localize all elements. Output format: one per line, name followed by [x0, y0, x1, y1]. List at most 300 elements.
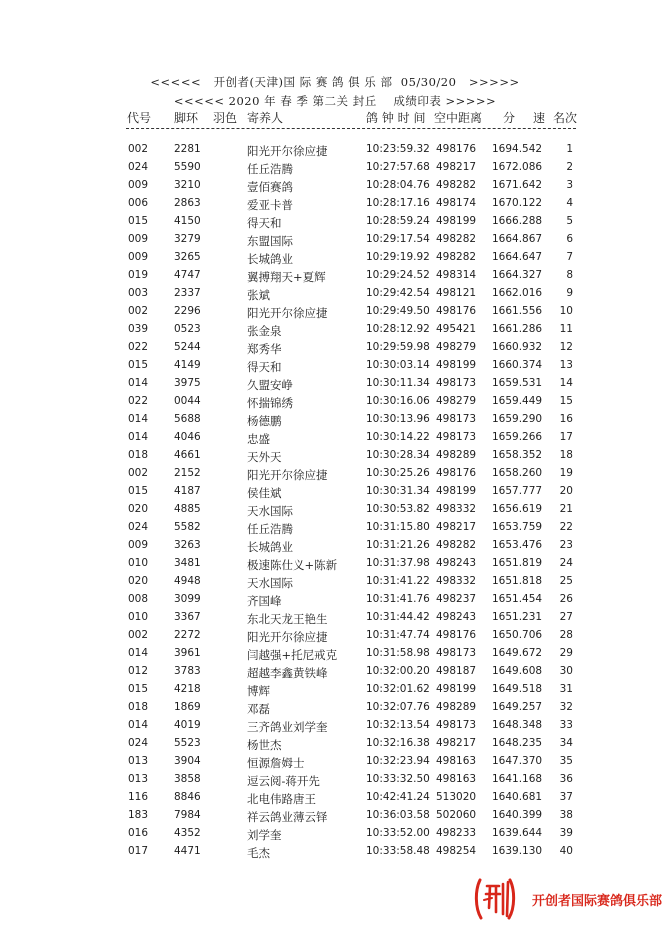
table-row — [0, 755, 670, 773]
cell-ring: 3975 — [174, 377, 201, 389]
cell-speed: 1660.374 — [492, 359, 543, 371]
cell-code: 002 — [128, 143, 149, 155]
cell-code: 008 — [128, 593, 149, 605]
cell-clock-time: 10:29:17.54 — [366, 233, 430, 245]
cell-clock-time: 10:30:13.96 — [366, 413, 430, 425]
cell-distance: 498217 — [436, 521, 477, 533]
cell-speed: 1651.818 — [492, 575, 543, 587]
cell-rank: 22 — [559, 521, 573, 533]
cell-code: 019 — [128, 269, 149, 281]
table-row — [0, 431, 670, 449]
cell-clock-time: 10:30:31.34 — [366, 485, 430, 497]
table-row — [0, 539, 670, 557]
cell-rank: 23 — [559, 539, 573, 551]
cell-distance: 498243 — [436, 611, 477, 623]
cell-ring: 3858 — [174, 773, 201, 785]
cell-ring: 5688 — [174, 413, 201, 425]
cell-speed: 1651.231 — [492, 611, 543, 623]
cell-speed: 1648.235 — [492, 737, 543, 749]
cell-distance: 498176 — [436, 305, 477, 317]
cell-speed: 1672.086 — [492, 161, 543, 173]
cell-rank: 19 — [559, 467, 573, 479]
cell-ring: 4948 — [174, 575, 201, 587]
table-row — [0, 197, 670, 215]
cell-distance: 498282 — [436, 539, 477, 551]
cell-clock-time: 10:31:41.22 — [366, 575, 430, 587]
cell-owner: 忠盛 — [247, 432, 270, 446]
cell-rank: 37 — [559, 791, 573, 803]
cell-code: 039 — [128, 323, 149, 335]
cell-distance: 498199 — [436, 359, 477, 371]
cell-speed: 1658.260 — [492, 467, 543, 479]
cell-owner: 东北天龙王艳生 — [247, 612, 328, 626]
cell-rank: 3 — [566, 179, 573, 191]
col-speed-2: 速 — [533, 111, 546, 125]
cell-distance: 498279 — [436, 395, 477, 407]
cell-ring: 4150 — [174, 215, 201, 227]
col-code: 代号 — [127, 111, 152, 125]
table-row — [0, 701, 670, 719]
cell-ring: 4471 — [174, 845, 201, 857]
cell-distance: 498199 — [436, 683, 477, 695]
cell-ring: 5582 — [174, 521, 201, 533]
cell-owner: 怀揣锦绣 — [247, 396, 293, 410]
cell-rank: 10 — [559, 305, 573, 317]
table-row — [0, 413, 670, 431]
cell-owner: 天水国际 — [247, 504, 293, 518]
cell-rank: 11 — [559, 323, 573, 335]
cell-ring: 2337 — [174, 287, 201, 299]
cell-code: 018 — [128, 449, 149, 461]
cell-rank: 1 — [566, 143, 573, 155]
cell-code: 009 — [128, 539, 149, 551]
cell-ring: 4019 — [174, 719, 201, 731]
cell-distance: 498176 — [436, 143, 477, 155]
table-row — [0, 251, 670, 269]
cell-speed: 1659.290 — [492, 413, 543, 425]
cell-ring: 5244 — [174, 341, 201, 353]
report-subtitle — [0, 93, 670, 109]
cell-rank: 9 — [566, 287, 573, 299]
club-name: 开创者(天津)国 际 赛 鸽 俱 乐 部 — [213, 75, 393, 89]
cell-code: 014 — [128, 431, 149, 443]
cell-clock-time: 10:32:13.54 — [366, 719, 430, 731]
cell-clock-time: 10:32:00.20 — [366, 665, 430, 677]
cell-owner: 祥云鸽业薄云铎 — [247, 810, 328, 824]
cell-ring: 0044 — [174, 395, 201, 407]
table-row — [0, 305, 670, 323]
cell-owner: 杨世杰 — [247, 738, 282, 752]
table-row — [0, 557, 670, 575]
cell-distance: 498279 — [436, 341, 477, 353]
cell-speed: 1653.759 — [492, 521, 543, 533]
cell-speed: 1653.476 — [492, 539, 543, 551]
cell-ring: 3481 — [174, 557, 201, 569]
cell-distance: 498163 — [436, 755, 477, 767]
cell-clock-time: 10:30:11.34 — [366, 377, 430, 389]
cell-owner: 极速陈仕义+陈新 — [247, 558, 338, 572]
cell-clock-time: 10:28:12.92 — [366, 323, 430, 335]
cell-owner: 郑秀华 — [247, 342, 282, 356]
cell-code: 024 — [128, 521, 149, 533]
cell-rank: 21 — [559, 503, 573, 515]
cell-rank: 29 — [559, 647, 573, 659]
cell-clock-time: 10:32:01.62 — [366, 683, 430, 695]
cell-distance: 498176 — [436, 629, 477, 641]
cell-ring: 3279 — [174, 233, 201, 245]
cell-code: 020 — [128, 575, 149, 587]
cell-code: 009 — [128, 179, 149, 191]
cell-rank: 8 — [566, 269, 573, 281]
table-row — [0, 647, 670, 665]
cell-code: 017 — [128, 845, 149, 857]
table-row — [0, 359, 670, 377]
cell-code: 006 — [128, 197, 149, 209]
cell-clock-time: 10:33:52.00 — [366, 827, 430, 839]
cell-owner: 阳光开尔徐应捷 — [247, 468, 328, 482]
cell-owner: 张金泉 — [247, 324, 282, 338]
subtitle-right-marks: >>>>> — [445, 94, 497, 108]
cell-rank: 4 — [566, 197, 573, 209]
cell-code: 022 — [128, 395, 149, 407]
cell-clock-time: 10:31:21.26 — [366, 539, 430, 551]
report-type: 成绩印表 — [393, 94, 442, 108]
cell-speed: 1666.288 — [492, 215, 543, 227]
col-rank: 名次 — [553, 111, 578, 125]
cell-clock-time: 10:31:37.98 — [366, 557, 430, 569]
title-left-marks: <<<<< — [150, 75, 202, 89]
cell-ring: 2863 — [174, 197, 201, 209]
cell-speed: 1650.706 — [492, 629, 543, 641]
race-name: 2020 年 春 季 第二关 封丘 — [228, 94, 377, 108]
cell-code: 015 — [128, 683, 149, 695]
cell-rank: 26 — [559, 593, 573, 605]
cell-code: 022 — [128, 341, 149, 353]
cell-distance: 498332 — [436, 503, 477, 515]
cell-owner: 齐国峰 — [247, 594, 282, 608]
cell-owner: 闫越强+托尼戒克 — [247, 648, 338, 662]
cell-code: 015 — [128, 359, 149, 371]
cell-rank: 6 — [566, 233, 573, 245]
cell-speed: 1658.352 — [492, 449, 543, 461]
cell-ring: 2152 — [174, 467, 201, 479]
cell-clock-time: 10:31:41.76 — [366, 593, 430, 605]
table-row — [0, 233, 670, 251]
cell-distance: 498163 — [436, 773, 477, 785]
cell-ring: 3904 — [174, 755, 201, 767]
cell-speed: 1662.016 — [492, 287, 543, 299]
cell-speed: 1659.266 — [492, 431, 543, 443]
cell-code: 016 — [128, 827, 149, 839]
cell-clock-time: 10:23:59.32 — [366, 143, 430, 155]
table-row — [0, 791, 670, 809]
cell-distance: 498282 — [436, 179, 477, 191]
cell-ring: 3367 — [174, 611, 201, 623]
cell-clock-time: 10:42:41.24 — [366, 791, 430, 803]
table-row — [0, 665, 670, 683]
cell-owner: 爱亚卡普 — [247, 198, 293, 212]
cell-rank: 18 — [559, 449, 573, 461]
cell-clock-time: 10:33:32.50 — [366, 773, 430, 785]
cell-speed: 1657.777 — [492, 485, 543, 497]
cell-code: 014 — [128, 719, 149, 731]
cell-distance: 498254 — [436, 845, 477, 857]
cell-clock-time: 10:29:49.50 — [366, 305, 430, 317]
table-row — [0, 683, 670, 701]
cell-ring: 4218 — [174, 683, 201, 695]
cell-speed: 1641.168 — [492, 773, 543, 785]
results-table — [0, 143, 670, 863]
cell-clock-time: 10:30:53.82 — [366, 503, 430, 515]
cell-code: 014 — [128, 647, 149, 659]
table-row — [0, 593, 670, 611]
table-row — [0, 611, 670, 629]
table-row — [0, 575, 670, 593]
cell-speed: 1660.932 — [492, 341, 543, 353]
cell-rank: 16 — [559, 413, 573, 425]
table-row — [0, 449, 670, 467]
cell-distance: 498217 — [436, 161, 477, 173]
cell-code: 002 — [128, 467, 149, 479]
cell-clock-time: 10:30:03.14 — [366, 359, 430, 371]
table-row — [0, 845, 670, 863]
cell-distance: 498282 — [436, 233, 477, 245]
cell-owner: 阳光开尔徐应捷 — [247, 306, 328, 320]
cell-code: 009 — [128, 233, 149, 245]
cell-clock-time: 10:29:59.98 — [366, 341, 430, 353]
cell-distance: 498174 — [436, 197, 477, 209]
cell-speed: 1661.286 — [492, 323, 543, 335]
cell-rank: 40 — [559, 845, 573, 857]
cell-rank: 38 — [559, 809, 573, 821]
cell-owner: 得天和 — [247, 360, 282, 374]
cell-rank: 39 — [559, 827, 573, 839]
cell-speed: 1649.672 — [492, 647, 543, 659]
cell-code: 010 — [128, 611, 149, 623]
cell-speed: 1659.449 — [492, 395, 543, 407]
cell-distance: 498237 — [436, 593, 477, 605]
table-row — [0, 809, 670, 827]
cell-speed: 1671.642 — [492, 179, 543, 191]
cell-owner: 毛杰 — [247, 846, 270, 860]
cell-distance: 498173 — [436, 719, 477, 731]
cell-owner: 任丘浩腾 — [247, 162, 293, 176]
cell-owner: 北电伟路唐王 — [247, 792, 316, 806]
cell-owner: 三齐鸽业刘学奎 — [247, 720, 328, 734]
cell-ring: 8846 — [174, 791, 201, 803]
table-row — [0, 737, 670, 755]
cell-clock-time: 10:30:16.06 — [366, 395, 430, 407]
title-right-marks: >>>>> — [468, 75, 520, 89]
cell-owner: 阳光开尔徐应捷 — [247, 630, 328, 644]
cell-distance: 495421 — [436, 323, 477, 335]
cell-code: 015 — [128, 215, 149, 227]
cell-clock-time: 10:28:17.16 — [366, 197, 430, 209]
cell-owner: 任丘浩腾 — [247, 522, 293, 536]
cell-ring: 5523 — [174, 737, 201, 749]
table-row — [0, 521, 670, 539]
cell-rank: 35 — [559, 755, 573, 767]
cell-code: 020 — [128, 503, 149, 515]
table-row — [0, 827, 670, 845]
cell-rank: 12 — [559, 341, 573, 353]
cell-speed: 1639.130 — [492, 845, 543, 857]
table-row — [0, 269, 670, 287]
cell-distance: 498282 — [436, 251, 477, 263]
cell-clock-time: 10:32:23.94 — [366, 755, 430, 767]
cell-ring: 4747 — [174, 269, 201, 281]
cell-owner: 刘学奎 — [247, 828, 282, 842]
cell-distance: 513020 — [436, 791, 477, 803]
cell-clock-time: 10:28:04.76 — [366, 179, 430, 191]
cell-distance: 498243 — [436, 557, 477, 569]
cell-distance: 498199 — [436, 485, 477, 497]
cell-owner: 逗云阅-蒋开先 — [247, 774, 320, 788]
cell-code: 015 — [128, 485, 149, 497]
table-row — [0, 467, 670, 485]
cell-owner: 翼搏翔天+夏辉 — [247, 270, 326, 284]
cell-clock-time: 10:36:03.58 — [366, 809, 430, 821]
subtitle-left-marks: <<<<< — [173, 94, 225, 108]
cell-speed: 1647.370 — [492, 755, 543, 767]
table-row — [0, 143, 670, 161]
cell-code: 010 — [128, 557, 149, 569]
club-seal-logo — [472, 876, 518, 922]
cell-distance: 498217 — [436, 737, 477, 749]
cell-owner: 恒源詹姆士 — [247, 756, 305, 770]
cell-distance: 498173 — [436, 377, 477, 389]
cell-clock-time: 10:29:24.52 — [366, 269, 430, 281]
cell-clock-time: 10:30:25.26 — [366, 467, 430, 479]
cell-ring: 4352 — [174, 827, 201, 839]
cell-speed: 1640.399 — [492, 809, 543, 821]
cell-rank: 5 — [566, 215, 573, 227]
cell-speed: 1659.531 — [492, 377, 543, 389]
cell-ring: 4885 — [174, 503, 201, 515]
cell-distance: 498121 — [436, 287, 477, 299]
cell-code: 014 — [128, 377, 149, 389]
cell-speed: 1649.608 — [492, 665, 543, 677]
table-row — [0, 161, 670, 179]
cell-ring: 2281 — [174, 143, 201, 155]
cell-code: 024 — [128, 161, 149, 173]
cell-ring: 3210 — [174, 179, 201, 191]
cell-clock-time: 10:31:58.98 — [366, 647, 430, 659]
cell-clock-time: 10:27:57.68 — [366, 161, 430, 173]
cell-rank: 13 — [559, 359, 573, 371]
cell-speed: 1694.542 — [492, 143, 543, 155]
cell-distance: 498173 — [436, 413, 477, 425]
cell-speed: 1664.647 — [492, 251, 543, 263]
cell-clock-time: 10:31:44.42 — [366, 611, 430, 623]
cell-clock-time: 10:28:59.24 — [366, 215, 430, 227]
cell-clock-time: 10:30:14.22 — [366, 431, 430, 443]
cell-distance: 498187 — [436, 665, 477, 677]
cell-ring: 0523 — [174, 323, 201, 335]
cell-owner: 天水国际 — [247, 576, 293, 590]
cell-clock-time: 10:32:16.38 — [366, 737, 430, 749]
table-row — [0, 341, 670, 359]
col-owner: 寄养人 — [247, 111, 284, 125]
cell-rank: 2 — [566, 161, 573, 173]
cell-ring: 3961 — [174, 647, 201, 659]
cell-owner: 博辉 — [247, 684, 270, 698]
cell-rank: 27 — [559, 611, 573, 623]
cell-ring: 2272 — [174, 629, 201, 641]
cell-ring: 1869 — [174, 701, 201, 713]
col-color: 羽色 — [213, 111, 238, 125]
report-title — [0, 74, 670, 90]
cell-rank: 20 — [559, 485, 573, 497]
cell-owner: 长城鸽业 — [247, 540, 293, 554]
cell-distance: 498289 — [436, 449, 477, 461]
cell-owner: 壹佰赛鸽 — [247, 180, 293, 194]
cell-clock-time: 10:31:15.80 — [366, 521, 430, 533]
cell-speed: 1656.619 — [492, 503, 543, 515]
cell-code: 002 — [128, 629, 149, 641]
cell-rank: 14 — [559, 377, 573, 389]
cell-code: 003 — [128, 287, 149, 299]
table-row — [0, 215, 670, 233]
cell-rank: 30 — [559, 665, 573, 677]
cell-rank: 28 — [559, 629, 573, 641]
cell-rank: 7 — [566, 251, 573, 263]
cell-rank: 34 — [559, 737, 573, 749]
table-row — [0, 395, 670, 413]
cell-ring: 3265 — [174, 251, 201, 263]
cell-ring: 7984 — [174, 809, 201, 821]
cell-rank: 31 — [559, 683, 573, 695]
cell-ring: 3099 — [174, 593, 201, 605]
table-row — [0, 629, 670, 647]
cell-speed: 1640.681 — [492, 791, 543, 803]
cell-speed: 1664.867 — [492, 233, 543, 245]
cell-code: 013 — [128, 773, 149, 785]
cell-owner: 侯佳斌 — [247, 486, 282, 500]
cell-speed: 1639.644 — [492, 827, 543, 839]
cell-code: 014 — [128, 413, 149, 425]
cell-distance: 498199 — [436, 215, 477, 227]
table-row — [0, 323, 670, 341]
cell-code: 018 — [128, 701, 149, 713]
cell-rank: 25 — [559, 575, 573, 587]
cell-distance: 498314 — [436, 269, 477, 281]
cell-code: 012 — [128, 665, 149, 677]
column-header-row — [0, 109, 670, 127]
cell-ring: 4661 — [174, 449, 201, 461]
cell-distance: 498173 — [436, 647, 477, 659]
cell-speed: 1661.556 — [492, 305, 543, 317]
cell-rank: 17 — [559, 431, 573, 443]
cell-ring: 3783 — [174, 665, 201, 677]
cell-speed: 1648.348 — [492, 719, 543, 731]
cell-speed: 1651.819 — [492, 557, 543, 569]
cell-ring: 4149 — [174, 359, 201, 371]
cell-speed: 1670.122 — [492, 197, 543, 209]
cell-code: 002 — [128, 305, 149, 317]
cell-ring: 3263 — [174, 539, 201, 551]
table-row — [0, 377, 670, 395]
cell-distance: 498176 — [436, 467, 477, 479]
cell-owner: 超越李鑫黄铁峰 — [247, 666, 328, 680]
col-clock-time: 鸽 钟 时 间 — [366, 111, 426, 125]
cell-owner: 邓磊 — [247, 702, 270, 716]
cell-rank: 32 — [559, 701, 573, 713]
col-speed-1: 分 — [503, 111, 516, 125]
cell-clock-time: 10:29:42.54 — [366, 287, 430, 299]
cell-ring: 4046 — [174, 431, 201, 443]
table-row — [0, 503, 670, 521]
